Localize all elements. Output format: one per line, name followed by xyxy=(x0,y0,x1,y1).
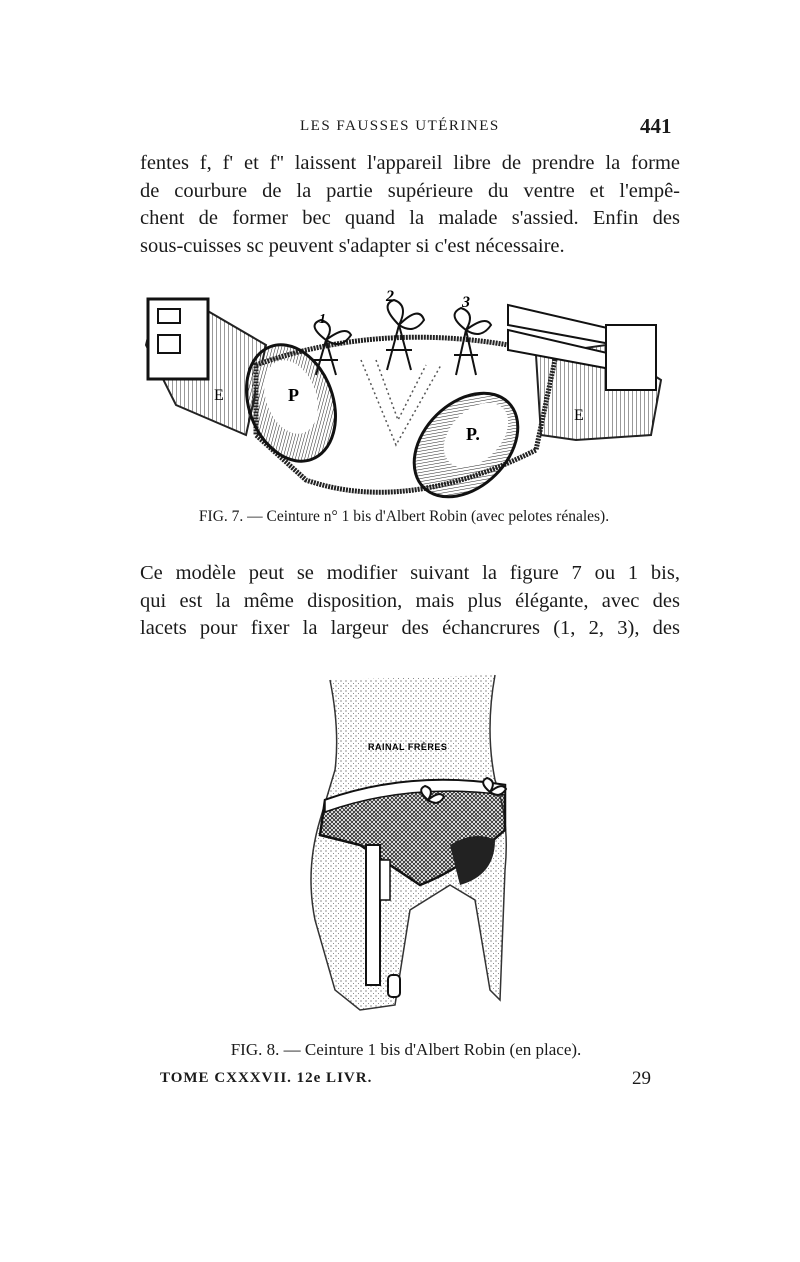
sheet-number: 29 xyxy=(632,1068,651,1089)
label-lace-3: 3 xyxy=(462,294,470,311)
paragraph-2 xyxy=(140,560,680,643)
text-line: Ce modèle peut se modifier suivant la figure 7 ou 1 bis, xyxy=(140,562,680,584)
page-footer xyxy=(160,1068,660,1092)
volume-signature: TOME CXXXVII. 12e LIVR. xyxy=(160,1070,373,1086)
text-line: lacets pour fixer la largeur des échancrures (1, 2, 3), des xyxy=(140,617,680,639)
text-line: fentes f, f' et f'' laissent l'appareil libre de prendre la forme xyxy=(140,152,680,174)
figure-7-belt-illustration xyxy=(136,285,666,500)
running-head xyxy=(0,116,800,140)
label-elastic-right: E xyxy=(574,407,584,424)
label-lace-2: 2 xyxy=(386,288,394,305)
label-lace-1: 1 xyxy=(319,312,326,327)
page-number: 441 xyxy=(640,114,672,138)
label-pad-right: P. xyxy=(466,424,480,444)
label-pad-left: P xyxy=(288,385,299,405)
paragraph-1 xyxy=(140,150,680,260)
label-elastic-left: E xyxy=(214,387,224,404)
running-title: LES FAUSSES UTÉRINES xyxy=(300,118,500,134)
maker-mark: RAINAL FRÈRES xyxy=(368,742,448,752)
figure-8-belt-in-place-illustration xyxy=(300,670,530,1035)
text-line: de courbure de la partie supérieure du ventre et l'empê- xyxy=(140,179,680,202)
figure-7-caption: FIG. 7. — Ceinture n° 1 bis d'Albert Robin (avec pelotes rénales). xyxy=(198,508,610,525)
figure-8-caption: FIG. 8. — Ceinture 1 bis d'Albert Robin (en place). xyxy=(230,1040,582,1059)
text-line: chent de former bec quand la malade s'assied. Enfin des xyxy=(140,207,680,229)
text-line: qui est la même disposition, mais plus élégante, avec des xyxy=(140,589,680,612)
text-line: sous-cuisses sc peuvent s'adapter si c'est nécessaire. xyxy=(140,234,565,257)
